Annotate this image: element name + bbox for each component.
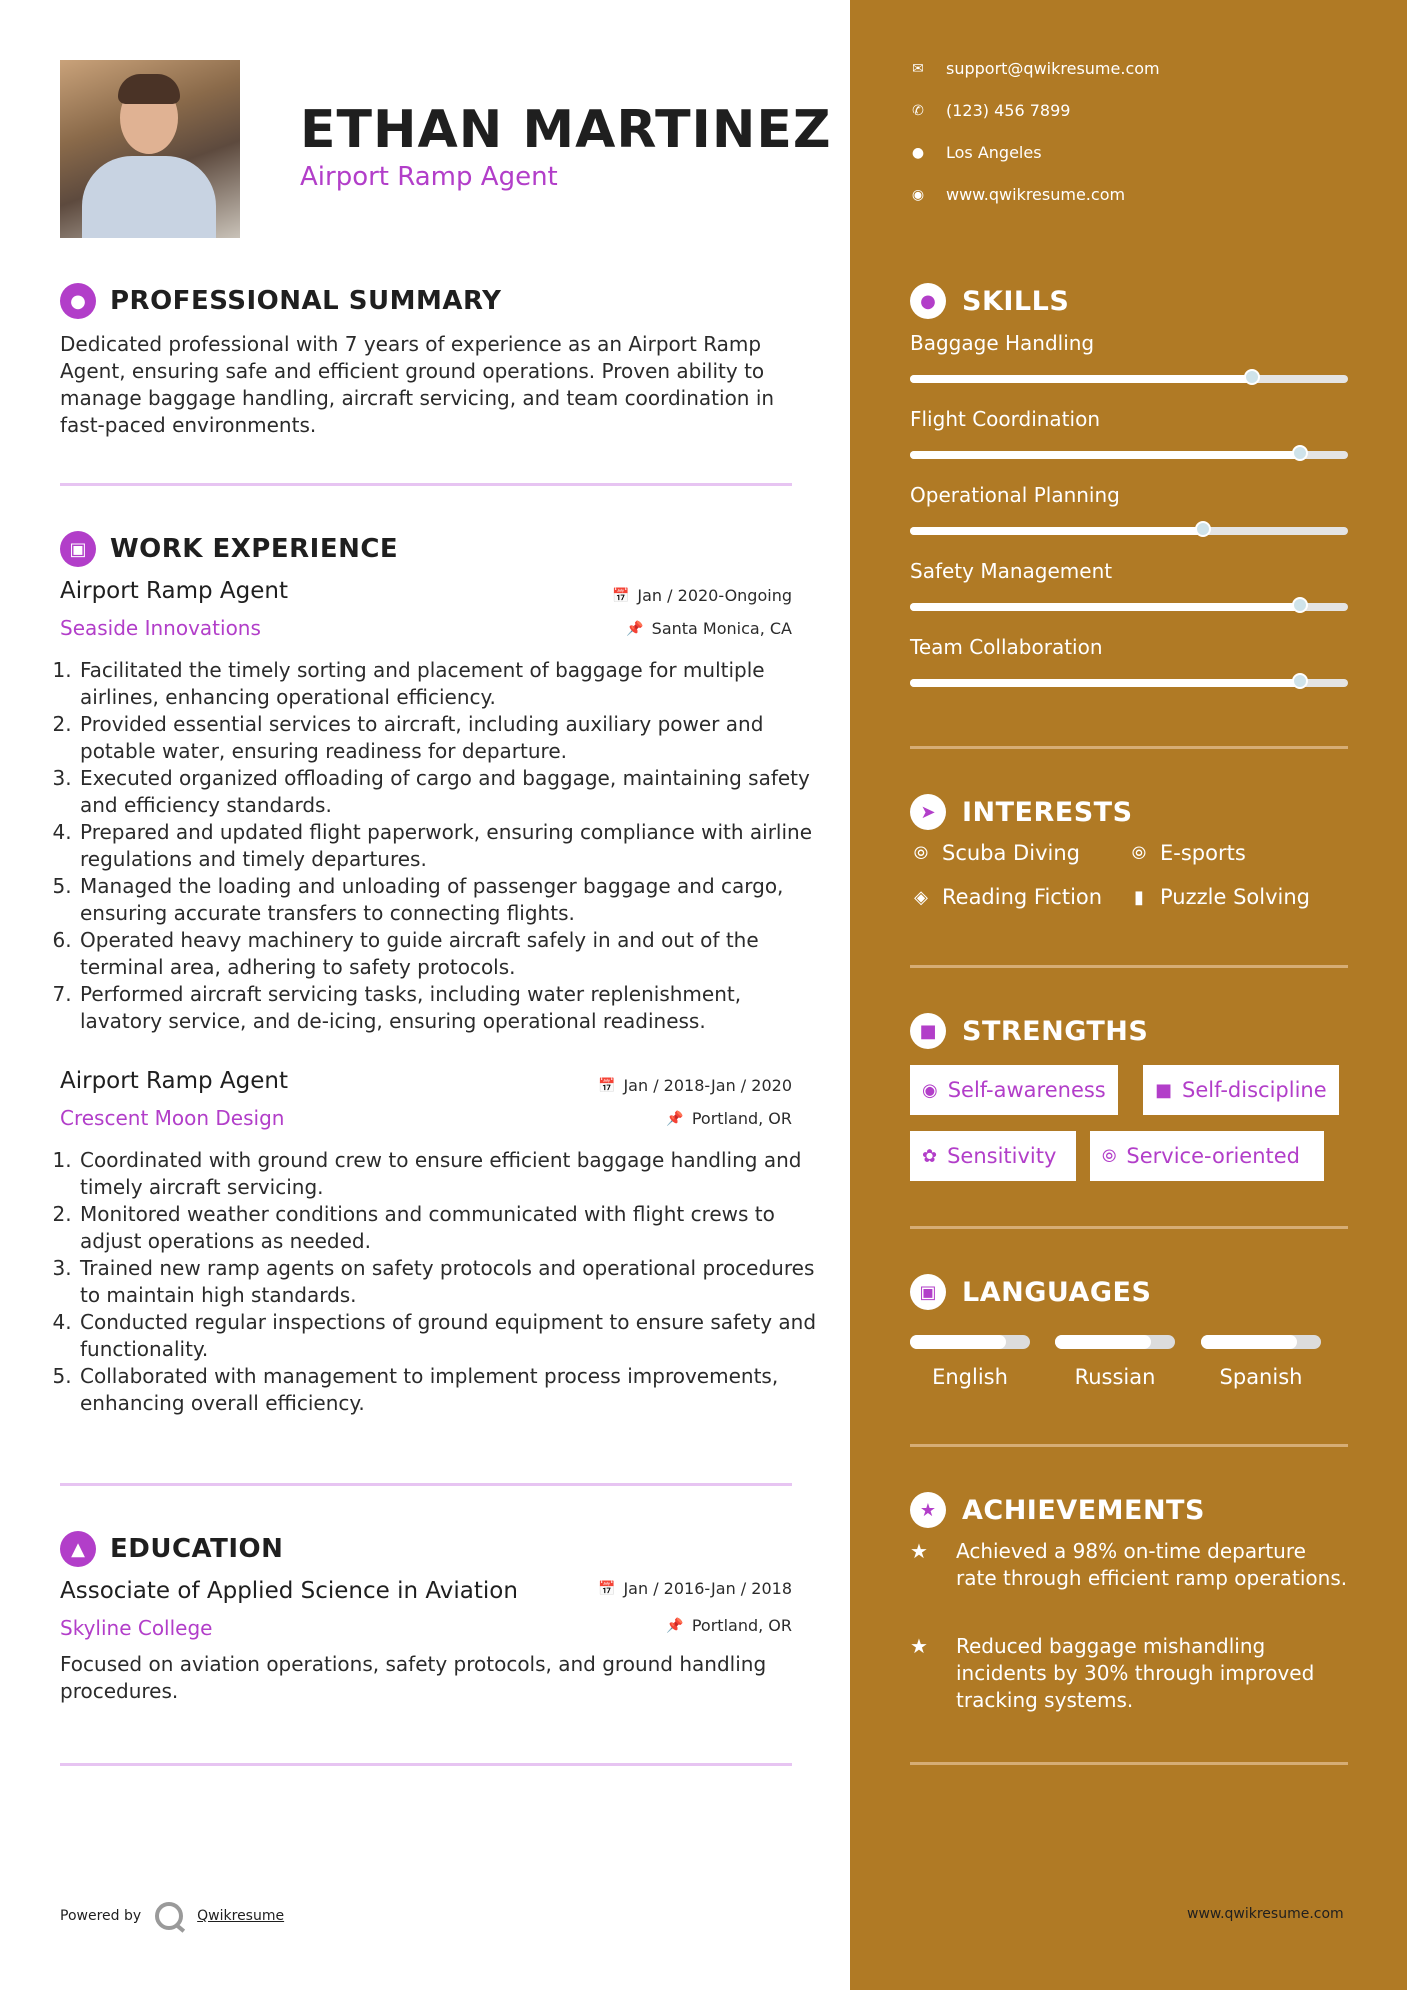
list-item: 2. Provided essential services to aircraft, including auxiliary power and potable water, ensuring readiness for departure.	[78, 711, 818, 765]
language-name: English	[932, 1365, 1008, 1389]
job-dates: 📅 Jan / 2018-Jan / 2020	[598, 1076, 792, 1095]
list-item: 7. Performed aircraft servicing tasks, including water replenishment, lavatory service, and de-icing, ensuring operational readiness.	[78, 981, 818, 1035]
achievements-title: ACHIEVEMENTS	[962, 1494, 1205, 1526]
skill-bar	[910, 375, 1348, 383]
list-item: 4. Prepared and updated flight paperwork, ensuring compliance with airline regulations and timely departures.	[78, 819, 818, 873]
interests-heading	[910, 794, 1133, 830]
degree-title: Associate of Applied Science in Aviation	[60, 1578, 518, 1604]
lifebuoy-icon: ⦾	[1102, 1145, 1117, 1167]
skill-bar	[910, 679, 1348, 687]
skill-bar	[910, 451, 1348, 459]
divider	[910, 965, 1348, 968]
contact-location: ● Los Angeles	[911, 143, 1042, 162]
divider	[60, 1763, 792, 1766]
pin-icon: 📌	[666, 1110, 684, 1127]
star-badge-icon: ★	[910, 1492, 946, 1528]
star-icon: ★	[910, 1539, 928, 1563]
skill-name: Team Collaboration	[910, 635, 1103, 659]
pin-icon: 📌	[666, 1617, 684, 1634]
skill-bar	[910, 603, 1348, 611]
briefcase-icon: ▣	[60, 531, 96, 567]
education-dates: 📅 Jan / 2016-Jan / 2018	[598, 1579, 792, 1598]
divider	[60, 483, 792, 486]
strength-tag: ✿ Sensitivity	[910, 1131, 1076, 1181]
languages-heading	[910, 1274, 1151, 1310]
lifebuoy-icon: ⦾	[1131, 842, 1147, 864]
list-item: 3. Trained new ramp agents on safety protocols and operational procedures to maintain high standards.	[78, 1255, 818, 1309]
lightbulb-icon: ●	[910, 283, 946, 319]
calendar-icon: 📅	[598, 1580, 616, 1597]
strengths-heading	[910, 1013, 1148, 1049]
language-bar-fill	[910, 1335, 1006, 1349]
education-location: 📌 Portland, OR	[666, 1616, 792, 1635]
lock-icon: ■	[1155, 1079, 1173, 1101]
skill-name: Safety Management	[910, 559, 1113, 583]
skill-name: Baggage Handling	[910, 331, 1095, 355]
skill-name: Flight Coordination	[910, 407, 1100, 431]
divider	[910, 746, 1348, 749]
education-description: Focused on aviation operations, safety protocols, and ground handling procedures.	[60, 1652, 767, 1703]
language-name: Russian	[1074, 1365, 1156, 1389]
interests-title: INTERESTS	[962, 796, 1133, 828]
star-icon: ★	[910, 1634, 928, 1658]
job-company: Seaside Innovations	[60, 616, 261, 640]
list-item: 1. Facilitated the timely sorting and placement of baggage for multiple airlines, enhancing operational efficiency.	[78, 657, 818, 711]
job-company: Crescent Moon Design	[60, 1106, 285, 1130]
skill-bar-fill	[910, 679, 1300, 687]
job-location: 📌 Santa Monica, CA	[626, 619, 792, 638]
divider	[60, 1483, 792, 1486]
skill-level-knob	[1244, 369, 1260, 385]
lifebuoy-icon: ⦾	[913, 842, 929, 864]
language-bar	[1055, 1335, 1175, 1349]
skill-level-knob	[1292, 597, 1308, 613]
languages-title: LANGUAGES	[962, 1276, 1152, 1308]
gamepad-icon: ◈	[914, 886, 928, 908]
list-item: 3. Executed organized offloading of cargo and baggage, maintaining safety and efficiency standards.	[78, 765, 818, 819]
skills-title: SKILLS	[962, 285, 1070, 317]
experience-title: WORK EXPERIENCE	[110, 534, 399, 564]
candidate-role: Airport Ramp Agent	[300, 162, 558, 192]
book-icon: ▮	[1134, 886, 1144, 908]
user-icon: ●	[60, 283, 96, 319]
skill-bar-fill	[910, 603, 1300, 611]
experience-heading	[60, 531, 398, 567]
calendar-icon: 📅	[611, 587, 630, 604]
leaf-icon: ✿	[922, 1145, 938, 1167]
skill-level-knob	[1292, 673, 1308, 689]
contact-website[interactable]: ◉ www.qwikresume.com	[911, 185, 1126, 204]
sidebar	[850, 0, 1407, 1990]
contact-email[interactable]: ✉ support@qwikresume.com	[910, 59, 1160, 78]
list-item: 5. Collaborated with management to implement process improvements, enhancing overall efficiency.	[78, 1363, 818, 1417]
location-pin-icon: ●	[911, 144, 925, 161]
skills-heading	[910, 283, 1069, 319]
job-title: Airport Ramp Agent	[60, 578, 289, 604]
list-item: 2. Monitored weather conditions and communicated with flight crews to adjust operations as needed.	[78, 1201, 818, 1255]
language-bar	[1201, 1335, 1321, 1349]
summary-text: Dedicated professional with 7 years of experience as an Airport Ramp Agent, ensuring safe and efficient ground operations. Proven ability to manage baggage handling, aircraft servicing, and team coordination in fast-paced environments.	[60, 332, 775, 437]
powered-by-label: Powered by	[60, 1908, 142, 1924]
strength-tag: ■ Self-discipline	[1143, 1065, 1339, 1115]
interest-item: ⦾ E-sports	[1128, 841, 1246, 865]
job-bullets	[54, 657, 818, 1035]
user-circle-icon: ◉	[922, 1079, 938, 1101]
school-name: Skyline College	[60, 1616, 213, 1640]
summary-heading	[60, 283, 501, 319]
candidate-name: ETHAN MARTINEZ	[300, 100, 832, 160]
skill-bar	[910, 527, 1348, 535]
achievement-item: ★ Achieved a 98% on-time departure rate through efficient ramp operations.	[910, 1539, 1348, 1590]
footer-site[interactable]: www.qwikresume.com	[1187, 1906, 1344, 1922]
strength-tag: ◉ Self-awareness	[910, 1065, 1118, 1115]
brand-link[interactable]: Qwikresume	[197, 1908, 285, 1924]
job-title: Airport Ramp Agent	[60, 1068, 289, 1094]
strengths-title: STRENGTHS	[962, 1015, 1149, 1047]
language-bar-fill	[1055, 1335, 1151, 1349]
education-title: EDUCATION	[110, 1534, 284, 1564]
fist-icon: ■	[910, 1013, 946, 1049]
qwikresume-logo-icon	[155, 1902, 183, 1930]
divider	[910, 1444, 1348, 1447]
divider	[910, 1762, 1348, 1765]
job-location: 📌 Portland, OR	[666, 1109, 792, 1128]
globe-icon: ◉	[911, 186, 925, 203]
list-item: 5. Managed the loading and unloading of passenger baggage and cargo, ensuring accurate transfers to connecting flights.	[78, 873, 818, 927]
summary-title: PROFESSIONAL SUMMARY	[110, 286, 502, 316]
interest-item: ⦾ Scuba Diving	[910, 841, 1080, 865]
skill-level-knob	[1195, 521, 1211, 537]
profile-photo	[60, 60, 240, 238]
job-dates: 📅 Jan / 2020-Ongoing	[611, 586, 792, 605]
job-bullets	[54, 1147, 818, 1417]
contact-phone[interactable]: ✆ (123) 456 7899	[910, 101, 1070, 120]
skill-bar-fill	[910, 451, 1300, 459]
interest-item: ▮ Puzzle Solving	[1128, 885, 1310, 909]
achievement-item: ★ Reduced baggage mishandling incidents by 30% through improved tracking systems.	[910, 1634, 1315, 1712]
interest-item: ◈ Reading Fiction	[910, 885, 1102, 909]
phone-icon: ✆	[912, 102, 924, 119]
translate-icon: ▣	[910, 1274, 946, 1310]
skill-bar-fill	[910, 527, 1203, 535]
list-item: 4. Conducted regular inspections of ground equipment to ensure safety and functionality.	[78, 1309, 818, 1363]
achievements-heading	[910, 1492, 1205, 1528]
footer-branding	[60, 1902, 284, 1930]
pin-icon: 📌	[626, 620, 644, 637]
graduation-icon: ▲	[60, 1531, 96, 1567]
strength-tag: ⦾ Service-oriented	[1090, 1131, 1324, 1181]
skill-name: Operational Planning	[910, 483, 1120, 507]
envelope-icon: ✉	[912, 60, 924, 77]
list-item: 1. Coordinated with ground crew to ensure efficient baggage handling and timely aircraft servicing.	[78, 1147, 818, 1201]
divider	[910, 1226, 1348, 1229]
language-bar	[910, 1335, 1030, 1349]
skill-bar-fill	[910, 375, 1252, 383]
language-bar-fill	[1201, 1335, 1297, 1349]
skill-level-knob	[1292, 445, 1308, 461]
calendar-icon: 📅	[598, 1077, 616, 1094]
list-item: 6. Operated heavy machinery to guide aircraft safely in and out of the terminal area, adhering to safety protocols.	[78, 927, 818, 981]
education-heading	[60, 1531, 283, 1567]
language-name: Spanish	[1219, 1365, 1303, 1389]
paper-plane-icon: ➤	[910, 794, 946, 830]
